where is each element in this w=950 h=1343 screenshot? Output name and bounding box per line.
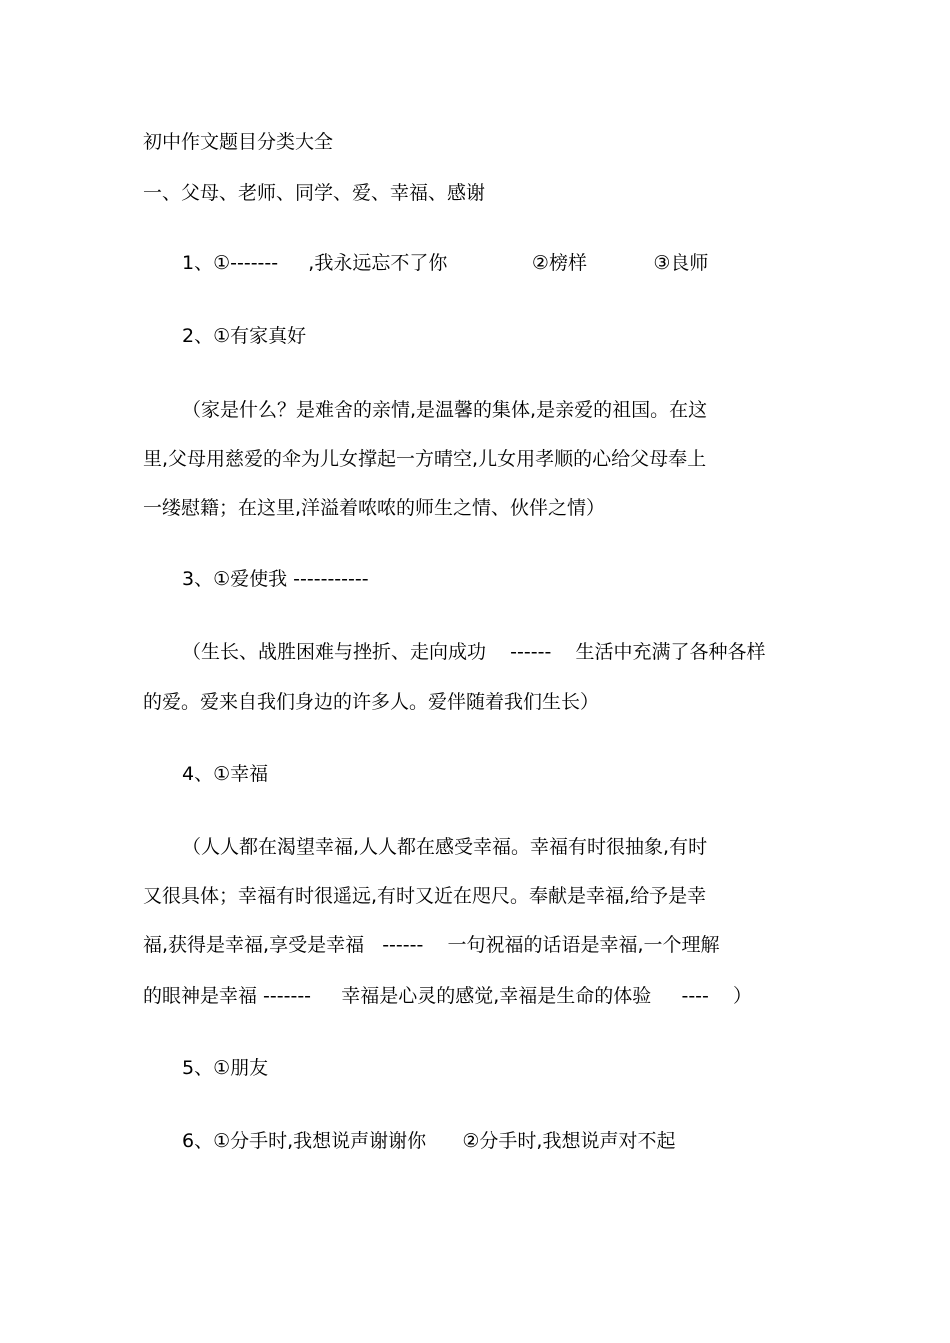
paragraph-home-line-3: 一缕慰籍；在这里,洋溢着哝哝的师生之情、伙伴之情） <box>143 497 606 519</box>
paragraph-love-line-2: 的爱。爱来自我们身边的许多人。爱伴随着我们生长） <box>143 691 600 713</box>
document-title: 初中作文题目分类大全 <box>143 131 334 153</box>
list-item-2: 2、①有家真好 <box>182 325 307 347</box>
paragraph-happiness-line-4: 的眼神是幸福 ------- 幸福是心灵的感觉,幸福是生命的体验 ---- ） <box>143 985 753 1007</box>
paragraph-love-line-1: （生长、战胜困难与挫折、走向成功 ------ 生活中充满了各种各样 <box>182 641 766 663</box>
paragraph-home-line-2: 里,父母用慈爱的伞为儿女撑起一方晴空,儿女用孝顺的心给父母奉上 <box>143 448 707 470</box>
list-item-6: 6、①分手时,我想说声谢谢你 ②分手时,我想说声对不起 <box>182 1130 676 1152</box>
paragraph-home-line-1: （家是什么？是难舍的亲情,是温馨的集体,是亲爱的祖国。在这 <box>182 399 708 421</box>
list-item-4: 4、①幸福 <box>182 763 269 785</box>
list-item-5: 5、①朋友 <box>182 1057 269 1079</box>
paragraph-happiness-line-3: 福,获得是幸福,享受是幸福 ------ 一句祝福的话语是幸福,一个理解 <box>143 934 720 956</box>
paragraph-happiness-line-1: （人人都在渴望幸福,人人都在感受幸福。幸福有时很抽象,有时 <box>182 836 708 858</box>
paragraph-happiness-line-2: 又很具体；幸福有时很遥远,有时又近在咫尺。奉献是幸福,给予是幸 <box>143 885 707 907</box>
list-item-1: 1、①------- ,我永远忘不了你 ②榜样 ③良师 <box>182 252 709 274</box>
section-heading: 一、父母、老师、同学、爱、幸福、感谢 <box>143 182 486 204</box>
list-item-3: 3、①爱使我 ----------- <box>182 568 369 590</box>
